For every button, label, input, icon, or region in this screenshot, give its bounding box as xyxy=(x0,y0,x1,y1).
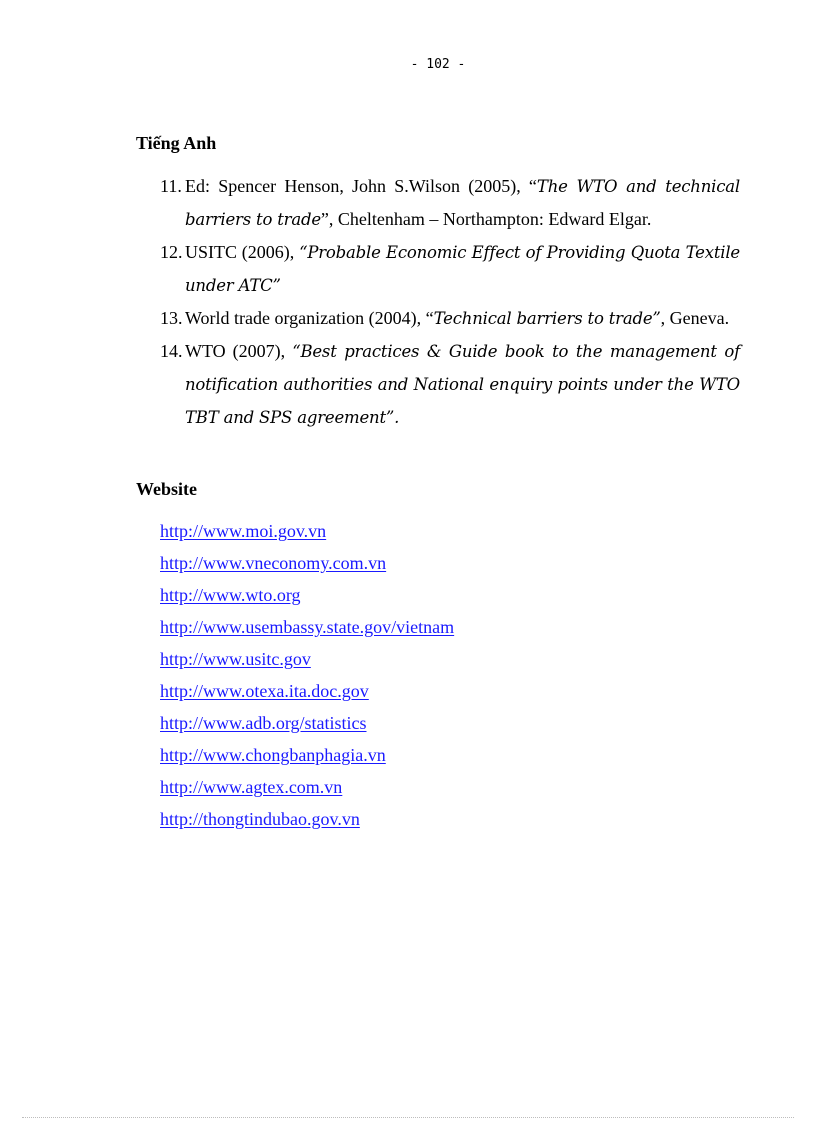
reference-authors: WTO (2007), xyxy=(185,341,293,361)
reference-title: “Best practices & Guide book to the management of notification authorities and National enquiry points under the WTO TBT and SPS agreement”. xyxy=(185,342,740,427)
reference-item xyxy=(160,236,740,302)
reference-title: Technical barriers to trade” xyxy=(433,309,661,328)
reference-publisher: , Geneva. xyxy=(660,308,730,328)
website-link-chongbanphagia[interactable]: http://www.chongbanphagia.vn xyxy=(160,745,386,765)
reference-title: “Probable Economic Effect of Providing Quota Textile under ATC” xyxy=(185,243,740,295)
section-heading-english: Tiếng Anh xyxy=(136,133,217,153)
reference-publisher: ”, Cheltenham – Northampton: Edward Elgar. xyxy=(320,209,652,229)
reference-number: 11. xyxy=(160,176,182,196)
reference-title: The WTO and technical barriers to trade xyxy=(185,177,740,229)
website-link-usembassy[interactable]: http://www.usembassy.state.gov/vietnam xyxy=(160,617,455,637)
page-number: - 102 - xyxy=(410,57,466,72)
website-link-vneconomy[interactable]: http://www.vneconomy.com.vn xyxy=(160,553,387,573)
reference-number: 12. xyxy=(160,242,183,262)
website-link-otexa[interactable]: http://www.otexa.ita.doc.gov xyxy=(160,681,369,701)
reference-authors: World trade organization (2004), “ xyxy=(185,308,434,328)
reference-authors: Ed: Spencer Henson, John S.Wilson (2005), “ xyxy=(185,176,537,196)
reference-number: 14. xyxy=(160,341,183,361)
reference-list xyxy=(160,170,740,434)
website-link-adb[interactable]: http://www.adb.org/statistics xyxy=(160,713,367,733)
section-heading-website: Website xyxy=(136,479,197,499)
reference-item xyxy=(160,335,740,434)
website-link-wto[interactable]: http://www.wto.org xyxy=(160,585,301,605)
reference-number: 13. xyxy=(160,308,183,328)
website-link-moi[interactable]: http://www.moi.gov.vn xyxy=(160,521,327,541)
reference-item xyxy=(160,170,740,236)
reference-authors: USITC (2006), xyxy=(185,242,300,262)
website-link-agtex[interactable]: http://www.agtex.com.vn xyxy=(160,777,343,797)
website-link-list xyxy=(160,515,454,835)
reference-item xyxy=(160,302,740,335)
website-link-usitc[interactable]: http://www.usitc.gov xyxy=(160,649,311,669)
page-bottom-border xyxy=(22,1117,794,1118)
website-link-thongtindubao[interactable]: http://thongtindubao.gov.vn xyxy=(160,809,360,829)
